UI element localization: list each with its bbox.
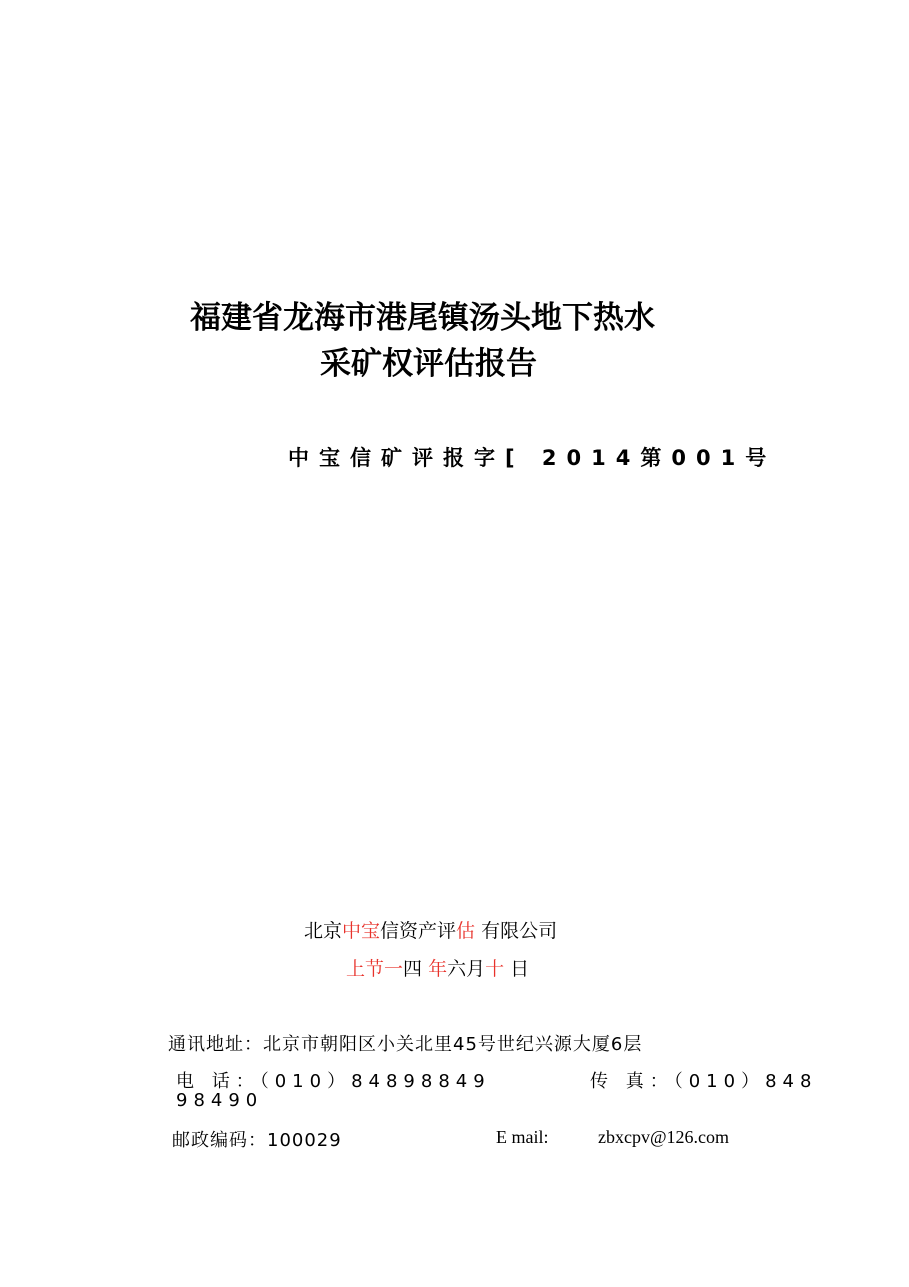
date-part: 四 [403,958,429,980]
contact-fax-continued: 98490 [176,1090,264,1111]
contact-fax: 传 真：（010）848 [590,1071,818,1092]
contact-email-label: E mail: [496,1127,549,1147]
company-name-part: 中宝 [342,920,381,942]
report-number: 中宝信矿评报字[ 2014第001号 [288,446,777,470]
report-title-line1: 福建省龙海市港尾镇汤头地下热水 [190,300,655,336]
date-part: 年 [428,958,448,980]
date-part: 六月 [447,958,486,980]
company-name-part: 信资产评 [380,920,457,942]
report-date [346,954,529,981]
contact-email-value: zbxcpv@126.com [598,1127,730,1147]
contact-postal-code: 邮政编码：100029 [172,1130,342,1151]
report-title-line2: 采矿权评估报告 [320,346,537,382]
contact-phone: 电 话：（010）84898849 [176,1071,491,1092]
date-part: 日 [504,958,530,980]
company-name-part: 有限公司 [475,920,558,942]
date-part: 上节一 [346,958,404,980]
company-name [304,916,557,943]
company-name-part: 估 [456,920,476,942]
contact-address: 通讯地址：北京市朝阳区小关北里45号世纪兴源大厦6层 [168,1034,643,1055]
company-name-part: 北京 [304,920,343,942]
date-part: 十 [485,958,505,980]
